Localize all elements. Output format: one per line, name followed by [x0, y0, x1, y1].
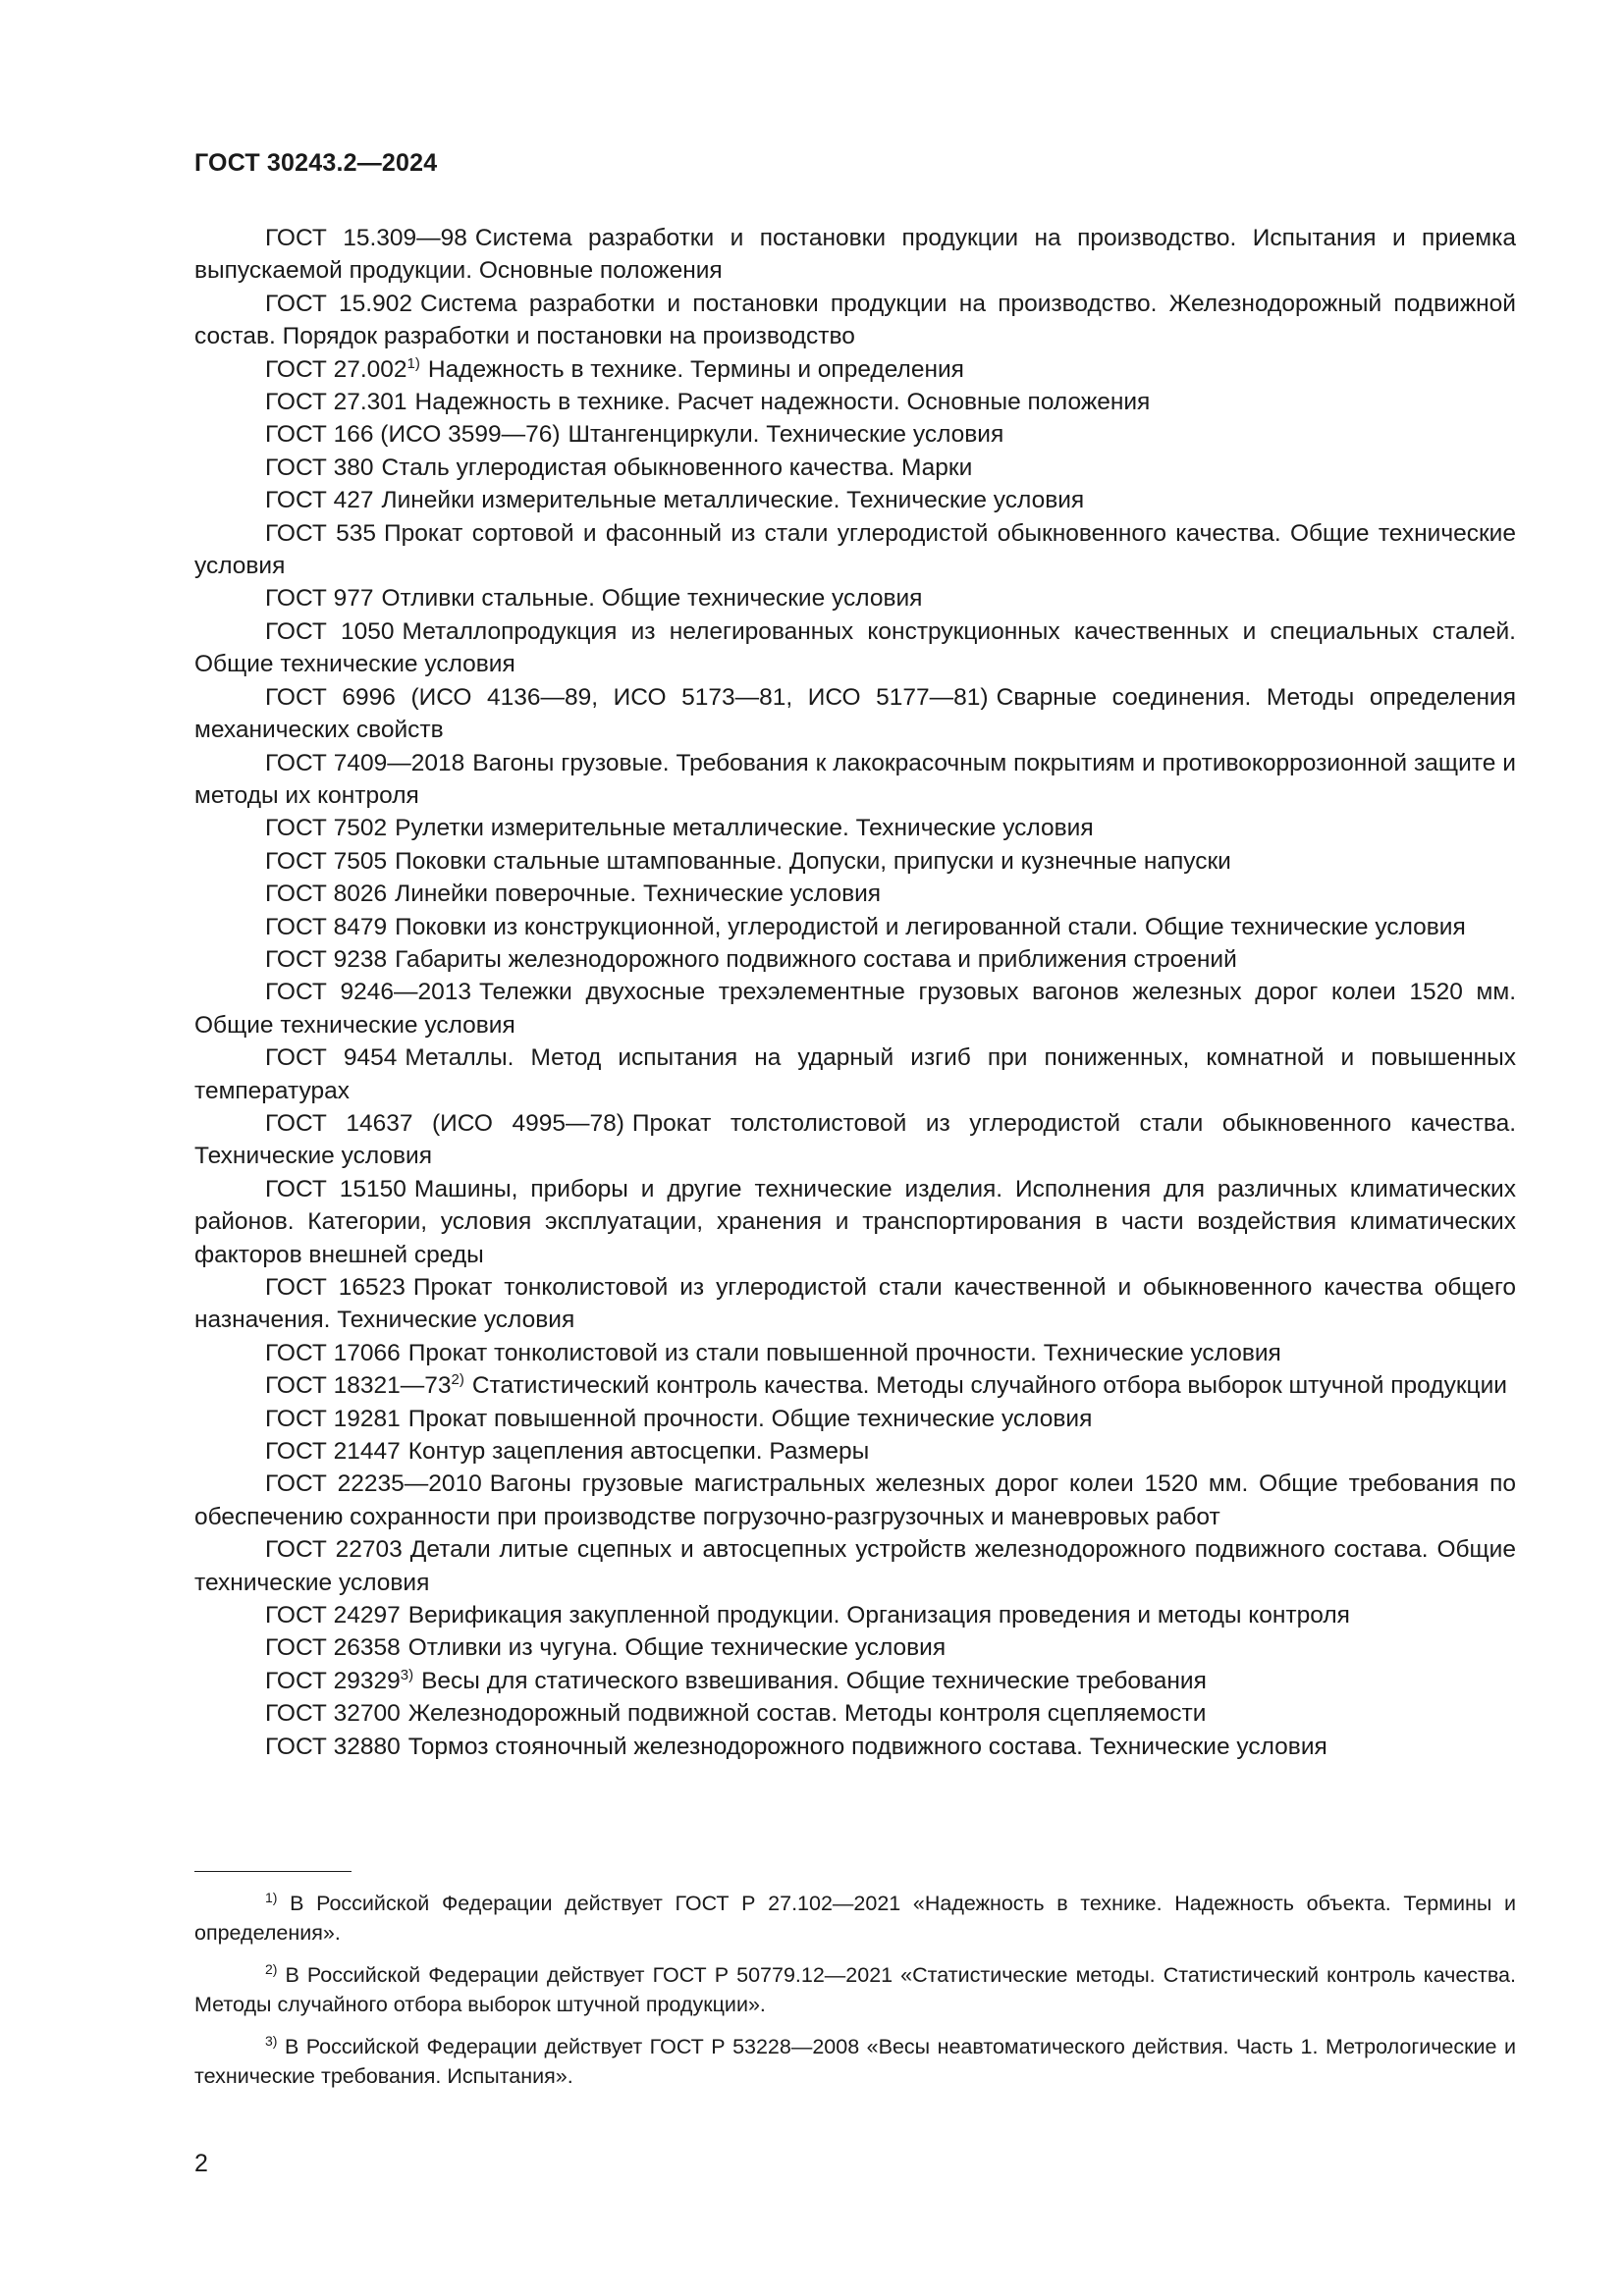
standard-code — [265, 421, 560, 448]
standard-code-text: ГОСТ 26358 — [265, 1634, 401, 1662]
standard-code-text: ГОСТ 8026 — [265, 881, 388, 908]
standard-title: Надежность в технике. Термины и определения — [427, 355, 964, 383]
standard-code-text: ГОСТ 16523 — [265, 1274, 406, 1301]
standard-code — [265, 1470, 482, 1497]
standard-title: Металлы. Метод испытания на ударный изгиб при пониженных, комнатной и повышенных температурах — [194, 1044, 1516, 1104]
standard-code-text: ГОСТ 7409—2018 — [265, 749, 465, 776]
standard-code-text: ГОСТ 24297 — [265, 1602, 401, 1629]
reference-entry — [194, 353, 1516, 386]
standard-code-text: ГОСТ 535 — [265, 519, 376, 547]
reference-entry — [194, 1107, 1516, 1173]
footnote — [194, 2033, 1516, 2091]
standard-title: Поковки стальные штампованные. Допуски, припуски и кузнечные напуски — [395, 847, 1231, 875]
standard-code-text: ГОСТ 166 (ИСО 3599—76) — [265, 421, 561, 449]
standard-title: Надежность в технике. Расчет надежности. Основные положения — [414, 389, 1151, 416]
standard-code — [265, 848, 387, 875]
reference-entry — [194, 1403, 1516, 1435]
standard-code — [265, 1668, 413, 1694]
standard-title: Прокат тонколистовой из стали повышенной прочности. Технические условия — [407, 1339, 1281, 1366]
standard-code-text: ГОСТ 15150 — [265, 1175, 406, 1202]
reference-entry — [194, 517, 1516, 583]
standard-code — [265, 684, 989, 711]
standard-code-text: ГОСТ 380 — [265, 454, 374, 481]
reference-entry — [194, 1173, 1516, 1271]
reference-entry — [194, 1697, 1516, 1730]
reference-entry — [194, 222, 1516, 288]
reference-entry — [194, 1271, 1516, 1337]
standard-code-text: ГОСТ 27.301 — [265, 389, 407, 416]
footnote-mark: 3) — [265, 2033, 278, 2049]
standard-code — [265, 1406, 401, 1432]
standard-code — [265, 1274, 406, 1301]
standard-title: Система разработки и постановки продукции на производство. Испытания и приемка выпускаемой продукции. Основные положения — [194, 225, 1516, 285]
standard-code-text: ГОСТ 427 — [265, 487, 374, 514]
footnotes-list — [194, 1890, 1516, 2105]
reference-entry — [194, 582, 1516, 614]
standard-title: Вагоны грузовые. Требования к лакокрасочным покрытиям и противокоррозионной защите и методы их контроля — [194, 749, 1516, 809]
footnote — [194, 1890, 1516, 1948]
standard-code — [265, 389, 407, 415]
standard-title: Рулетки измерительные металлические. Технические условия — [395, 815, 1094, 842]
reference-entry — [194, 1599, 1516, 1631]
standard-code — [265, 1634, 401, 1661]
footnote-text: В Российской Федерации действует ГОСТ Р 27.102—2021 «Надежность в технике. Надежность объекта. Термины и определения». — [194, 1892, 1516, 1945]
standard-title: Линейки поверочные. Технические условия — [395, 881, 882, 908]
standard-code — [265, 1438, 401, 1465]
standard-code — [265, 1700, 401, 1727]
reference-entry — [194, 386, 1516, 418]
standard-title: Отливки стальные. Общие технические условия — [381, 585, 923, 613]
standard-code — [265, 979, 471, 1005]
reference-entry — [194, 681, 1516, 747]
standard-code-text: ГОСТ 32880 — [265, 1733, 401, 1760]
standard-code — [265, 881, 387, 907]
standard-title: Отливки из чугуна. Общие технические условия — [407, 1634, 947, 1662]
standard-code — [265, 291, 412, 317]
standard-title: Металлопродукция из нелегированных конструкционных качественных и специальных сталей. Общие технические условия — [194, 617, 1516, 678]
standard-title: Штангенциркули. Технические условия — [568, 421, 1004, 449]
standard-code-text: ГОСТ 29329 — [265, 1667, 401, 1694]
footnote-mark: 1) — [265, 1890, 278, 1905]
standard-code-text: ГОСТ 17066 — [265, 1339, 401, 1366]
standard-code — [265, 1602, 401, 1629]
reference-entry — [194, 1665, 1516, 1697]
standard-code — [265, 1734, 401, 1760]
standard-code-text: ГОСТ 8479 — [265, 913, 388, 940]
standard-title: Поковки из конструкционной, углеродистой и легированной стали. Общие технические условия — [395, 913, 1466, 940]
reference-entry — [194, 1435, 1516, 1468]
standard-code — [265, 356, 420, 383]
standard-code-text: ГОСТ 9238 — [265, 945, 388, 973]
reference-entry — [194, 1337, 1516, 1369]
footnote-marker: 2) — [451, 1371, 464, 1389]
standard-code — [265, 815, 387, 841]
standard-code-text: ГОСТ 6996 (ИСО 4136—89, ИСО 5173—81, ИСО 5177—81) — [265, 683, 989, 711]
standard-code-text: ГОСТ 14637 (ИСО 4995—78) — [265, 1109, 624, 1137]
standard-title: Контур зацепления автосцепки. Размеры — [407, 1438, 870, 1466]
reference-entry — [194, 615, 1516, 681]
footnote-mark: 2) — [265, 1961, 278, 1977]
standard-code — [265, 1176, 406, 1202]
page-number: 2 — [194, 2150, 208, 2177]
standard-title: Весы для статического взвешивания. Общие технические требования — [421, 1667, 1207, 1694]
standard-title: Железнодорожный подвижной состав. Методы контроля сцепляемости — [407, 1700, 1207, 1728]
standard-title: Прокат тонколистовой из углеродистой стали качественной и обыкновенного качества общего назначения. Технические условия — [194, 1274, 1516, 1334]
standard-code — [265, 520, 376, 547]
standard-code-text: ГОСТ 1050 — [265, 617, 395, 645]
reference-entry — [194, 943, 1516, 976]
standard-code — [265, 946, 387, 973]
standard-code — [265, 1536, 403, 1563]
standard-code — [265, 1110, 624, 1137]
footnote-separator — [194, 1871, 352, 1872]
standard-code — [265, 225, 467, 251]
standard-code — [265, 750, 464, 776]
standard-code-text: ГОСТ 19281 — [265, 1405, 401, 1432]
standard-code-text: ГОСТ 27.002 — [265, 355, 407, 383]
standard-title: Статистический контроль качества. Методы случайного отбора выборок штучной продукции — [471, 1372, 1507, 1400]
standard-code-text: ГОСТ 9454 — [265, 1044, 398, 1072]
standard-code-text: ГОСТ 977 — [265, 585, 374, 613]
standard-code-text: ГОСТ 22703 — [265, 1536, 403, 1564]
reference-entry — [194, 845, 1516, 878]
standard-code — [265, 1372, 464, 1399]
reference-entry — [194, 878, 1516, 910]
standard-code — [265, 585, 373, 612]
standard-code — [265, 618, 395, 645]
reference-entry — [194, 1533, 1516, 1599]
reference-entry — [194, 812, 1516, 844]
standard-code-text: ГОСТ 22235—2010 — [265, 1470, 482, 1498]
normative-references-list — [194, 222, 1516, 1763]
document-header: ГОСТ 30243.2—2024 — [194, 149, 438, 177]
standard-code — [265, 454, 373, 481]
standard-code-text: ГОСТ 15.309—98 — [265, 225, 467, 251]
standard-code-text: ГОСТ 9246—2013 — [265, 979, 471, 1006]
standard-code-text: ГОСТ 15.902 — [265, 290, 412, 317]
footnote-text: В Российской Федерации действует ГОСТ Р 50779.12—2021 «Статистические методы. Статистический контроль качества. Методы случайного отбора выборок штучной продукции». — [194, 1963, 1516, 2016]
reference-entry — [194, 288, 1516, 353]
footnote-marker: 1) — [406, 354, 420, 372]
standard-title: Тормоз стояночный железнодорожного подвижного состава. Технические условия — [407, 1733, 1327, 1760]
standard-code — [265, 914, 387, 940]
standard-title: Детали литые сцепных и автосцепных устройств железнодорожного подвижного состава. Общие технические условия — [194, 1536, 1516, 1596]
reference-entry — [194, 1369, 1516, 1402]
standard-title: Прокат толстолистовой из углеродистой стали обыкновенного качества. Технические условия — [194, 1109, 1516, 1170]
reference-entry — [194, 911, 1516, 943]
reference-entry — [194, 976, 1516, 1041]
reference-entry — [194, 1468, 1516, 1533]
standard-title: Прокат повышенной прочности. Общие технические условия — [407, 1405, 1093, 1432]
reference-entry — [194, 1631, 1516, 1664]
reference-entry — [194, 418, 1516, 451]
standard-code — [265, 487, 373, 513]
standard-title: Линейки измерительные металлические. Технические условия — [381, 487, 1085, 514]
reference-entry — [194, 452, 1516, 484]
standard-title: Сталь углеродистая обыкновенного качества. Марки — [381, 454, 973, 481]
standard-code-text: ГОСТ 21447 — [265, 1438, 401, 1466]
standard-code-text: ГОСТ 32700 — [265, 1700, 401, 1728]
standard-title: Верификация закупленной продукции. Организация проведения и методы контроля — [407, 1602, 1350, 1629]
standard-code-text: ГОСТ 7502 — [265, 815, 388, 842]
reference-entry — [194, 747, 1516, 813]
footnote — [194, 1961, 1516, 2019]
footnote-text: В Российской Федерации действует ГОСТ Р 53228—2008 «Весы неавтоматического действия. Часть 1. Метрологические и технические требования. Испытания». — [194, 2035, 1516, 2088]
standard-title: Машины, приборы и другие технические изделия. Исполнения для различных климатических районов. Категории, условия эксплуатации, хранения и транспортирования в части воздействия климатических факторов внешней среды — [194, 1175, 1516, 1268]
standard-code — [265, 1044, 397, 1071]
standard-title: Сварные соединения. Методы определения механических свойств — [194, 683, 1516, 744]
reference-entry — [194, 484, 1516, 516]
reference-entry — [194, 1731, 1516, 1763]
standard-title: Габариты железнодорожного подвижного состава и приближения строений — [395, 945, 1237, 973]
standard-title: Система разработки и постановки продукции на производство. Железнодорожный подвижной состав. Порядок разработки и постановки на производство — [194, 290, 1516, 350]
standard-code-text: ГОСТ 18321—73 — [265, 1372, 452, 1400]
standard-code-text: ГОСТ 7505 — [265, 847, 388, 875]
footnote-marker: 3) — [400, 1666, 414, 1683]
standard-title: Тележки двухосные трехэлементные грузовых вагонов железных дорог колеи 1520 мм. Общие технические условия — [194, 979, 1517, 1039]
reference-entry — [194, 1041, 1516, 1107]
standard-title: Вагоны грузовые магистральных железных дорог колеи 1520 мм. Общие требования по обеспечению сохранности при производстве погрузочно-разгрузочных и маневровых работ — [194, 1470, 1516, 1530]
standard-title: Прокат сортовой и фасонный из стали углеродистой обыкновенного качества. Общие технические условия — [194, 519, 1516, 580]
standard-code — [265, 1340, 401, 1366]
